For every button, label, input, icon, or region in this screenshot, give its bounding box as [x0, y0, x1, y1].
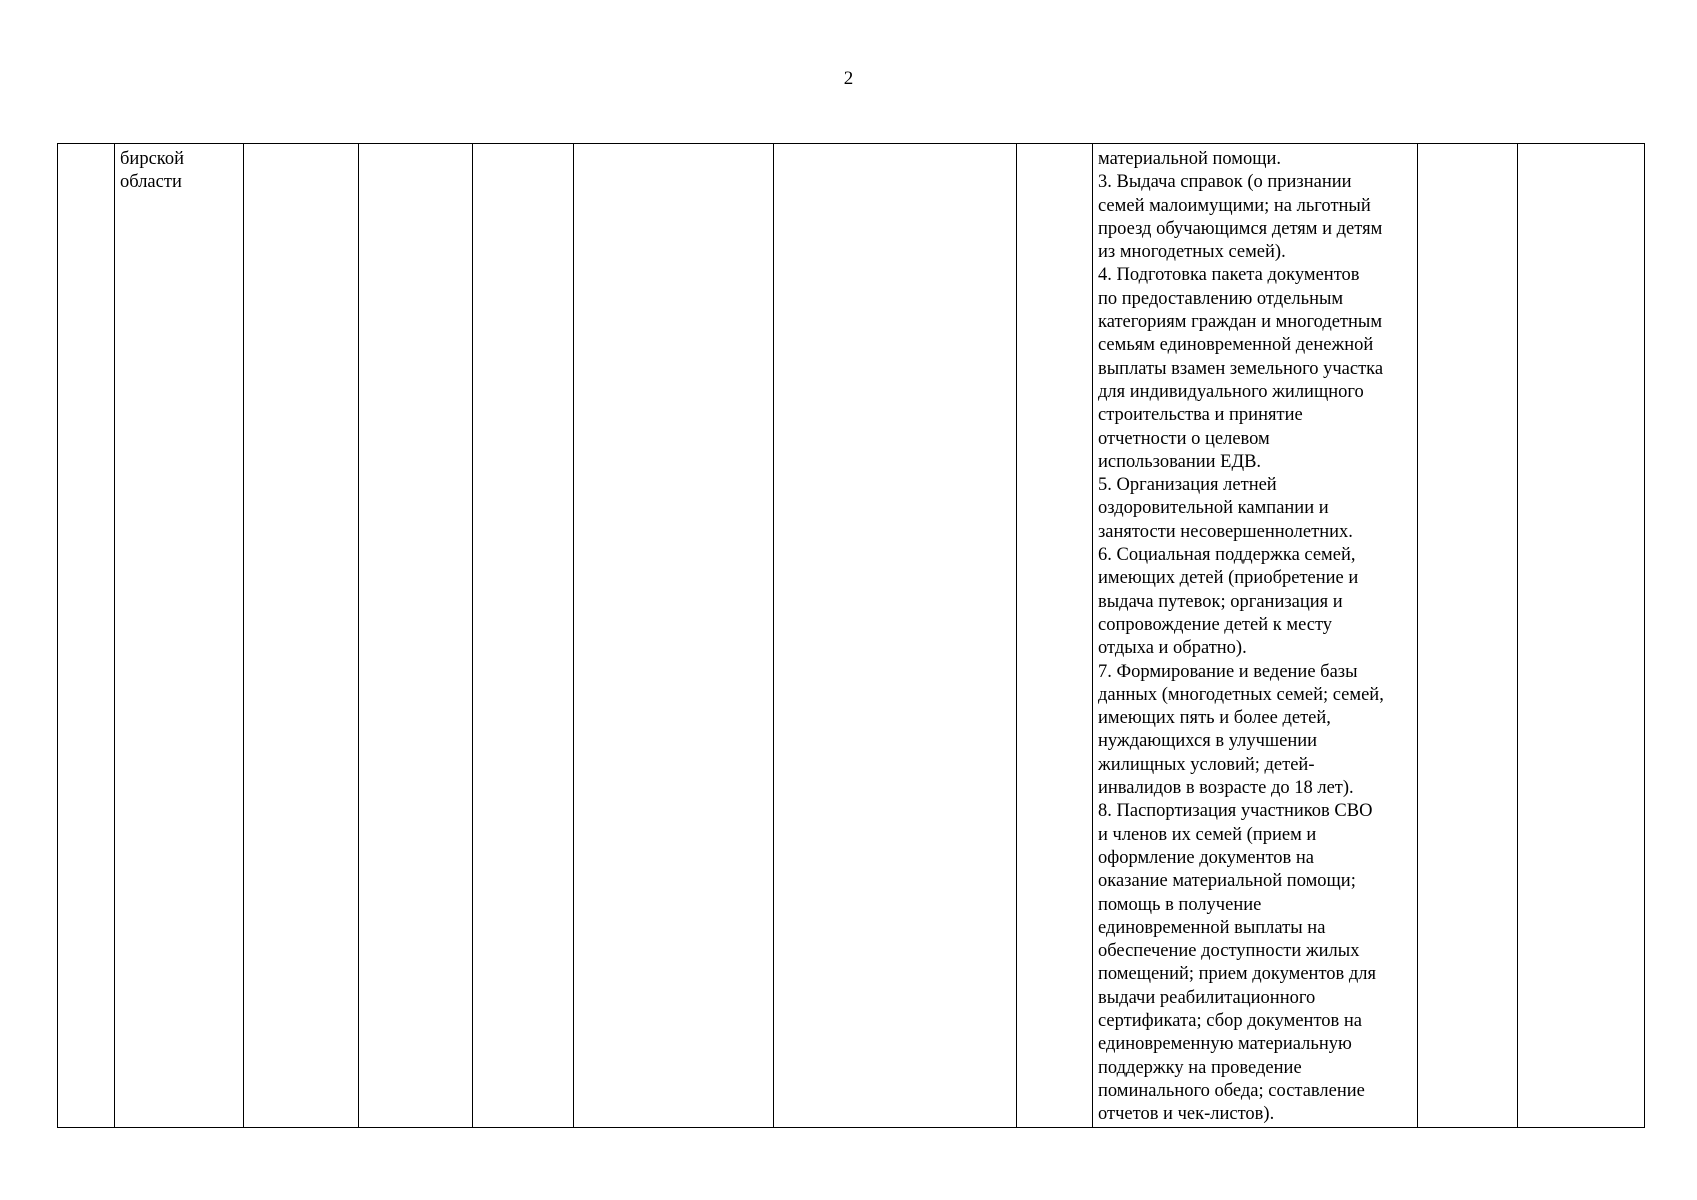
duties-line: имеющих детей (приобретение и [1098, 568, 1359, 589]
duties-line: 7. Формирование и ведение базы [1098, 661, 1358, 682]
duties-line: семьям единовременной денежной [1098, 335, 1374, 356]
duties-line: 4. Подготовка пакета документов [1098, 265, 1360, 286]
duties-line: для индивидуального жилищного [1098, 381, 1364, 402]
duties-line: оздоровительной кампании и [1098, 498, 1329, 519]
duties-line: выплаты взамен земельного участка [1098, 358, 1384, 379]
duties-line: единовременную материальную [1098, 1034, 1352, 1055]
duties-line: оказание материальной помощи; [1098, 871, 1356, 892]
duties-line: категориям граждан и многодетным [1098, 312, 1383, 333]
duties-line: из многодетных семей). [1098, 242, 1286, 263]
duties-line: 5. Организация летней [1098, 475, 1277, 496]
duties-line: строительства и принятие [1098, 405, 1303, 426]
cell-duties [1093, 144, 1418, 1128]
duties-line: единовременной выплаты на [1098, 917, 1326, 938]
duties-line: материальной помощи. [1098, 149, 1282, 169]
duties-line: поминального обеда; составление [1098, 1080, 1365, 1101]
duties-line: отчетности о целевом [1098, 428, 1270, 449]
cell-empty-10 [1418, 144, 1518, 1128]
cell-empty-8 [1017, 144, 1093, 1128]
cell-empty-4 [359, 144, 473, 1128]
cell-region [115, 144, 244, 1128]
duties-line: 3. Выдача справок (о признании [1098, 172, 1352, 193]
cell-empty-3 [244, 144, 359, 1128]
duties-line: имеющих пять и более детей, [1098, 708, 1331, 729]
duties-line: семей малоимущими; на льготный [1098, 195, 1371, 216]
duties-line: сопровождение детей к месту [1098, 614, 1333, 635]
duties-line: выдача путевок; организация и [1098, 591, 1343, 612]
cell-number [58, 144, 115, 1128]
duties-line: проезд обучающимся детям и детям [1098, 218, 1383, 239]
duties-line: оформление документов на [1098, 847, 1315, 868]
cell-empty-7 [774, 144, 1017, 1128]
duties-line: обеспечение доступности жилых [1098, 941, 1360, 962]
duties-line: нуждающихся в улучшении [1098, 731, 1318, 752]
cell-empty-6 [574, 144, 774, 1128]
duties-line: выдачи реабилитационного [1098, 987, 1316, 1008]
duties-line: отчетов и чек-листов). [1098, 1104, 1275, 1125]
duties-line: поддержку на проведение [1098, 1057, 1302, 1078]
region-line: области [120, 172, 182, 193]
page-number: 2 [843, 68, 854, 89]
duties-line: отдыха и обратно). [1098, 638, 1247, 659]
duties-line: 8. Паспортизация участников СВО [1098, 801, 1373, 822]
duties-line: помещений; прием документов для [1098, 964, 1377, 985]
cell-empty-11 [1518, 144, 1645, 1128]
region-line: бирской [120, 149, 184, 169]
duties-line: данных (многодетных семей; семей, [1098, 684, 1384, 705]
document-table [57, 143, 1645, 1128]
duties-line: инвалидов в возрасте до 18 лет). [1098, 778, 1354, 799]
duties-line: использовании ЕДВ. [1098, 451, 1262, 472]
cell-empty-5 [473, 144, 574, 1128]
duties-line: 6. Социальная поддержка семей, [1098, 545, 1356, 566]
duties-line: и членов их семей (прием и [1098, 824, 1317, 845]
duties-line: по предоставлению отдельным [1098, 288, 1344, 309]
duties-line: сертификата; сбор документов на [1098, 1010, 1363, 1031]
duties-line: жилищных условий; детей- [1098, 754, 1315, 775]
duties-line: помощь в получение [1098, 894, 1262, 915]
table-row [58, 144, 1645, 1128]
duties-line: занятости несовершеннолетних. [1098, 521, 1353, 542]
